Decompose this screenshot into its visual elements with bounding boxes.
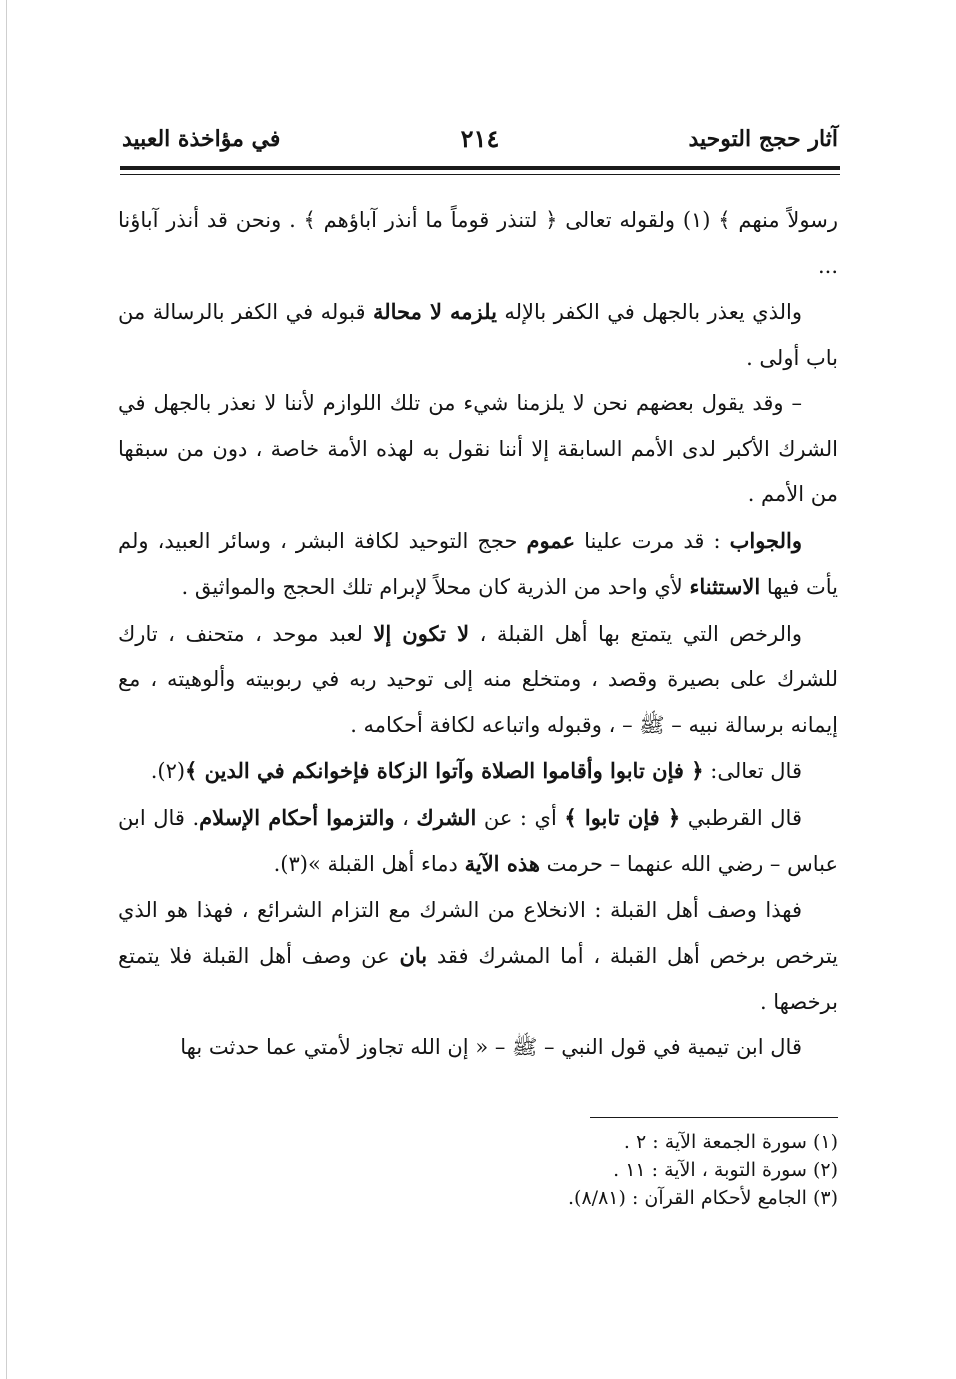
footnote-separator — [590, 1117, 838, 1118]
paragraph-6 — [118, 748, 838, 795]
footnotes — [418, 1128, 838, 1212]
page-header — [122, 120, 838, 160]
p7-bold-2: الشرك — [416, 804, 477, 830]
p7-text-d: . قال ابن عباس – رضي الله عنهما – حرمت — [118, 805, 838, 876]
p8-text-b: عن وصف أهل القبلة فلا يتمتع برخصها . — [118, 944, 838, 1014]
p6-ref: (٢). — [150, 759, 186, 783]
p8-bold: بان — [399, 943, 428, 968]
paragraph-4 — [118, 518, 838, 611]
p7-text-b: أي : عن — [476, 805, 565, 830]
p2-text-b: قبوله في الكفر بالرسالة من باب أولى . — [118, 300, 838, 370]
p2-bold: يلزمه لا محالة — [372, 299, 497, 324]
p4-text-c: لأي واحد من الذرية كان محلاً لإبرام تلك الحجج والمواثيق . — [181, 575, 690, 599]
paragraph-3: – وقد يقول بعضهم نحن لا يلزمنا شيء من تلك اللوازم لأننا لا نعذر بالجهل في الشرك الأكبر لدى الأمم السابقة إلا أننا نقول به لهذه الأمة خاصة ، دون من سبقها من الأمم . — [118, 391, 838, 506]
p6-text-a: قال تعالى: — [703, 759, 802, 783]
p4-lead: والجواب — [729, 527, 802, 553]
paragraph-7 — [118, 795, 838, 888]
p7-bold-3: والتزموا أحكام الإسلام — [199, 804, 395, 830]
paragraph-8 — [118, 888, 838, 1026]
p4-bold-1: عموم — [526, 527, 576, 553]
p7-bold-4: هذه الآية — [464, 851, 540, 876]
paragraph-2 — [118, 289, 838, 381]
p7-bold-1: ﴿ فإن تابوا ﴾ — [564, 804, 681, 830]
paragraph-1: رسولاً منهم ﴾ (١) ولقوله تعالى ﴿ لتنذر قوماً ما أنذر آباؤهم ﴾ . ونحن قد أنذر آباؤنا ... — [118, 208, 838, 278]
p4-text-b: حجج التوحيد لكافة البشر ، وسائر العبيد، ولم يأت فيها — [118, 528, 838, 599]
p4-text-a: : قد مرت علينا — [575, 528, 730, 553]
footnote-2: (٢) سورة التوبة ، الآية : ١١ . — [613, 1159, 838, 1181]
header-rule-thick — [120, 166, 840, 170]
footnote-1: (١) سورة الجمعة الآية : ٢ . — [623, 1131, 838, 1153]
p7-text-a: قال القرطبي — [680, 805, 802, 830]
body-text — [118, 198, 838, 1071]
p6-verse: ﴿ فإن تابوا وأقاموا الصلاة وآتوا الزكاة فإخوانكم في الدين ﴾ — [185, 758, 704, 783]
p5-text-b: لعبد موحد ، متحنف ، تارك للشرك على بصيرة وقصد ، ومتخلع منه إلى توحيد ربه في ربوبيته وألوهيته ، مع إيمانه برسالة نبيه – ﷺ – ، وقبوله واتباعه لكافة أحكامه . — [118, 621, 838, 737]
section-title: في مؤاخذة العبيد — [122, 126, 281, 152]
page-number: ٢١٤ — [460, 124, 500, 153]
p5-text-a: والرخص التي يتمتع بها أهل القبلة ، — [469, 621, 802, 646]
scan-edge-line — [6, 0, 7, 1379]
p4-bold-2: الاستثناء — [689, 574, 761, 599]
header-rule-thin — [120, 174, 840, 175]
footnote-3: (٣) الجامع لأحكام القرآن : (٨/٨١). — [568, 1187, 838, 1209]
p7-text-e: دماء أهل القبلة »(٣). — [273, 852, 465, 876]
book-title: آثار حجج التوحيد — [688, 126, 838, 152]
p2-text-a: والذي يعذر بالجهل في الكفر بالإله — [496, 300, 802, 324]
p8-text-a: فهذا وصف أهل القبلة : الانخلاع من الشرك مع التزام الشرائع ، فهذا هو الذي يترخص برخص أهل القبلة ، أما المشرك فقد — [118, 897, 838, 968]
p5-bold: لا تكون إلا — [373, 620, 470, 646]
p7-text-c: ، — [394, 805, 417, 830]
paragraph-9: قال ابن تيمية في قول النبي – ﷺ – « إن الله تجاوز لأمتي عما حدثت بها — [180, 1035, 802, 1059]
paragraph-5 — [118, 611, 838, 749]
